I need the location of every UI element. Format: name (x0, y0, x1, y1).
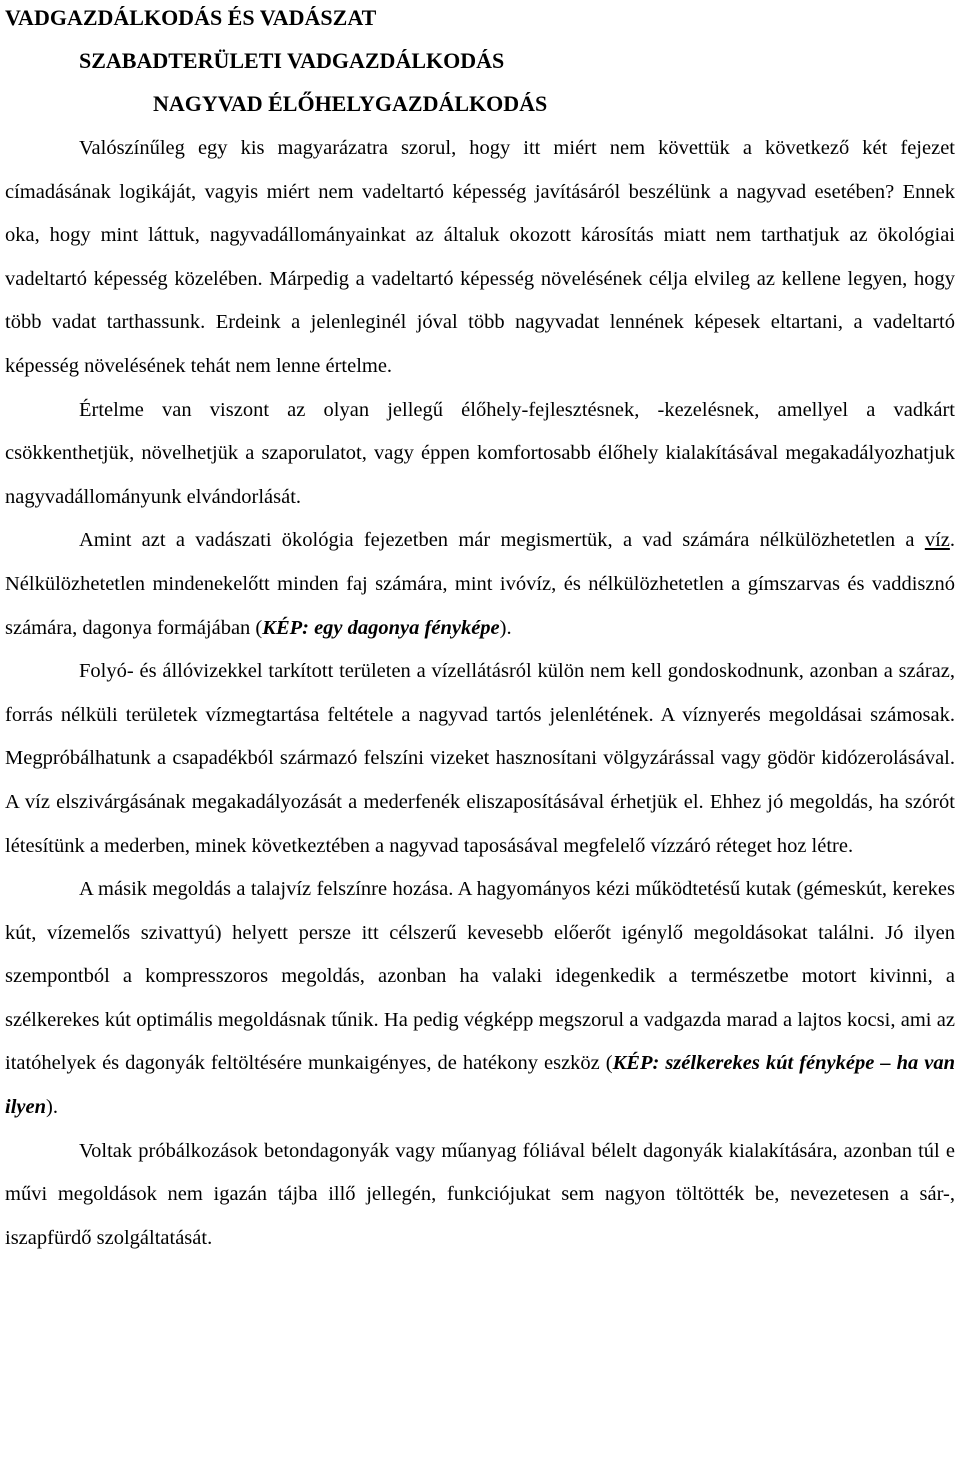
subsection-title: NAGYVAD ÉLŐHELYGAZDÁLKODÁS (153, 91, 548, 116)
image-placeholder-note-2: KÉP: szélkerekes kút fényképe – ha van ilyen (5, 1052, 955, 1119)
paragraph-2: Értelme van viszont az olyan jellegű élőhely-fejlesztésnek, -kezelésnek, amellyel a vadkárt csökkenthetjük, növelhetjük a szaporulatot, vagy éppen komfortosabb élőhely kialakításával megakadályozhatjuk nagyvadállományunk elvándorlását. (5, 398, 955, 508)
paragraph-5-text-a: A másik megoldás a talajvíz felszínre hozása. A hagyományos kézi működtetésű kutak (gémeskút, kerekes kút, vízemelős szivattyú) helyett persze itt célszerű kevesebb előerőt igénylő megoldásokat találni. Jó ilyen szempontból a kompresszoros megoldás, azonban ha valaki idegenkedik a természetbe motort kivinni, a szélkerekes kút optimális megoldásnak tűnik. Ha pedig végképp megszorul a vadgazda marad a lajtos kocsi, ami az itatóhelyek és dagonyák feltöltésére munkaigényes, de hatékony eszköz ( (5, 878, 955, 1075)
paragraph-5-text-b: ). (46, 1096, 58, 1119)
paragraph-5 (5, 868, 955, 1130)
viz-link[interactable]: víz (924, 529, 950, 552)
paragraph-6: Voltak próbálkozások betondagonyák vagy műanyag fóliával bélelt dagonyák kialakítására, azonban túl e művi megoldások nem igazán tájba illő jellegén, funkciójukat sem nagyon töltötték be, nevezetesen a sár-, iszapfürdő szolgáltatását. (5, 1139, 955, 1249)
image-placeholder-note-1: KÉP: egy dagonya fényképe (262, 616, 500, 639)
paragraph-4: Folyó- és állóvizekkel tarkított területen a vízellátásról külön nem kell gondoskodnunk, azonban a száraz, forrás nélküli területek vízmegtartása feltétele a nagyvad tartós jelenlétének. A víznyerés megoldásai számosak. Megpróbálhatunk a csapadékból származó felszíni vizeket hasznosítani völgyzárással vagy gödör kidózerolásával. A víz elszivárgásának megakadályozását a mederfenék eliszaposításával érhetjük el. Ehhez jó megoldás, ha szórót létesítünk a mederben, minek következtében a nagyvad taposásával megfelelő vízzáró réteget hoz létre. (5, 660, 955, 857)
paragraph-3-text-a: Amint azt a vadászati ökológia fejezetben már megismertük, a vad számára nélkülözhetetlen a (79, 529, 925, 552)
body-text (5, 127, 955, 1260)
paragraph-3-text-b: . Nélkülözhetetlen mindenekelőtt minden faj számára, mint ivóvíz, és nélkülözhetetlen a gímszarvas és vaddisznó számára, dagonya formájában ( (5, 529, 955, 639)
section-title: SZABADTERÜLETI VADGAZDÁLKODÁS (79, 48, 505, 73)
chapter-title: VADGAZDÁLKODÁS ÉS VADÁSZAT (5, 5, 377, 30)
paragraph-3-text-c: ). (499, 616, 512, 639)
paragraph-1: Valószínűleg egy kis magyarázatra szorul, hogy itt miért nem követtük a következő két fejezet címadásának logikáját, vagyis miért nem vadeltartó képesség javításáról beszélünk a nagyvad esetében? Ennek oka, hogy mint láttuk, nagyvadállományainkat az általuk okozott károsítás miatt nem tarthatjuk az ökológiai vadeltartó képesség közelében. Márpedig a vadeltartó képesség növelésének célja elvileg az kellene legyen, hogy több vadat tarthassunk. Erdeink a jelenleginél jóval több nagyvadat lennének képesek eltartani, a vadeltartó képesség növelésének tehát nem lenne értelme. (5, 137, 955, 377)
paragraph-3 (5, 519, 955, 650)
